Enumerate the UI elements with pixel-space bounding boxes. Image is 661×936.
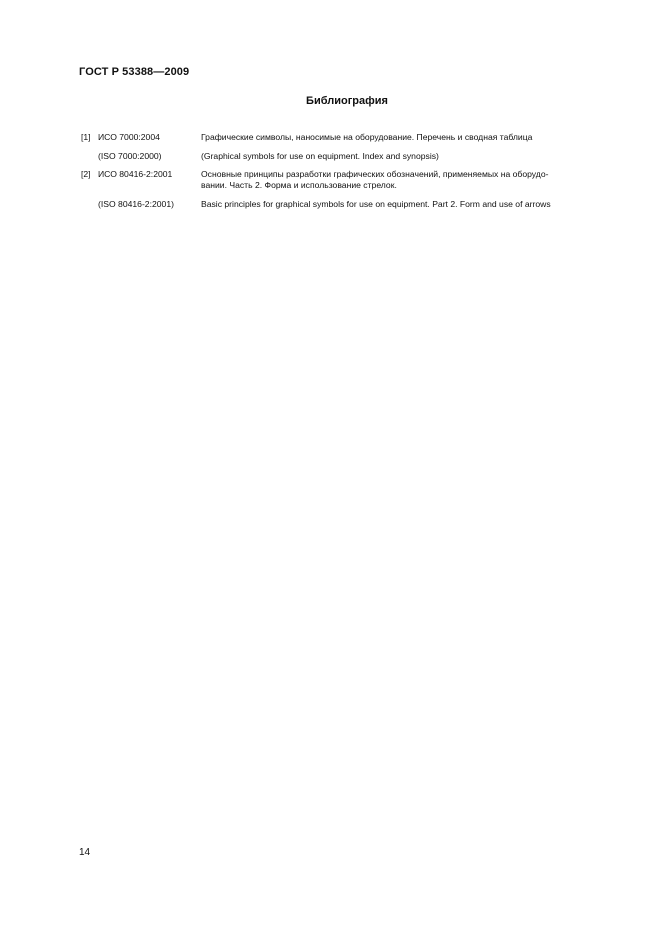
entry-title-line: (Graphical symbols for use on equipment. Index and synopsis)	[201, 151, 439, 161]
entry-number: [2]	[81, 169, 91, 179]
entry-title-line: Basic principles for graphical symbols for use on equipment. Part 2. Form and use of arrows	[201, 199, 551, 209]
entry-number: [1]	[81, 132, 91, 142]
page-number: 14	[79, 847, 91, 858]
entry-title-line: Основные принципы разработки графических обозначений, применяемых на оборудо-	[201, 169, 549, 179]
document-designation: ГОСТ Р 53388—2009	[79, 66, 190, 78]
entry-title-line: Графические символы, наносимые на оборудование. Перечень и сводная таблица	[201, 132, 533, 142]
entry-standard-code: ИСО 7000:2004	[98, 132, 160, 142]
entry-title-line: вании. Часть 2. Форма и использование стрелок.	[201, 180, 397, 190]
entry-standard-code: (ISO 7000:2000)	[98, 151, 162, 161]
bibliography-title: Библиография	[306, 95, 388, 107]
entry-standard-code: (ISO 80416-2:2001)	[98, 199, 174, 209]
entry-standard-code: ИСО 80416-2:2001	[98, 169, 173, 179]
